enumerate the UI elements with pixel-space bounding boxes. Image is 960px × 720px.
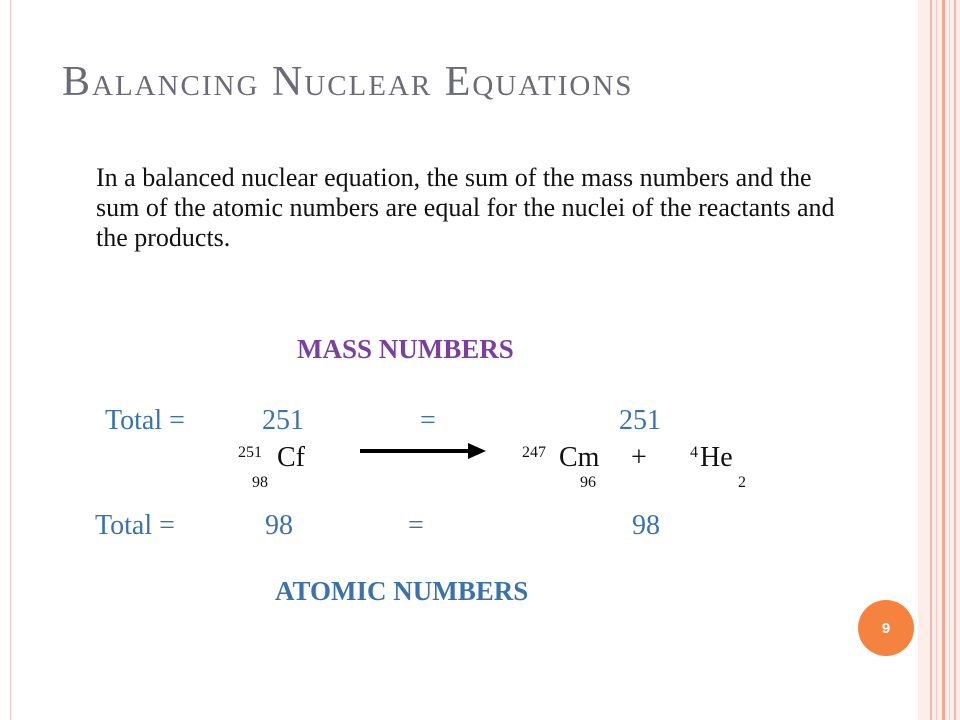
- reactant-mass-number: 251: [238, 444, 262, 461]
- atomic-numbers-heading: ATOMIC NUMBERS: [275, 576, 529, 606]
- atomic-total-label: Total =: [95, 510, 175, 541]
- product1-symbol: Cm: [559, 442, 600, 473]
- product2-symbol: He: [700, 442, 733, 473]
- reactant-symbol: Cf: [277, 442, 305, 473]
- atomic-total-equals: =: [408, 510, 424, 541]
- product1-mass-number: 247: [522, 444, 546, 461]
- product2-mass-number: 4: [690, 444, 698, 461]
- mass-total-left: 251: [262, 405, 304, 436]
- product2-atomic-number: 2: [738, 474, 746, 491]
- decorative-side-strip: [918, 0, 960, 720]
- slide-title: Balancing Nuclear Equations: [62, 59, 634, 105]
- mass-total-label: Total =: [105, 405, 185, 436]
- product1-atomic-number: 96: [580, 474, 596, 491]
- body-paragraph: In a balanced nuclear equation, the sum of the mass numbers and the sum of the atomic numbers are equal for the nuclei of the reactants and the products.: [96, 163, 835, 252]
- reactant-atomic-number: 98: [252, 474, 268, 491]
- atomic-total-left: 98: [265, 510, 293, 541]
- slide-border-left: [10, 0, 11, 720]
- mass-total-right: 251: [619, 405, 661, 436]
- right-arrow-icon: [358, 440, 488, 462]
- mass-numbers-heading: MASS NUMBERS: [297, 334, 514, 364]
- atomic-total-right: 98: [632, 510, 660, 541]
- page-number-badge: 9: [858, 600, 914, 656]
- plus-sign: +: [631, 442, 647, 473]
- mass-total-equals: =: [420, 405, 436, 436]
